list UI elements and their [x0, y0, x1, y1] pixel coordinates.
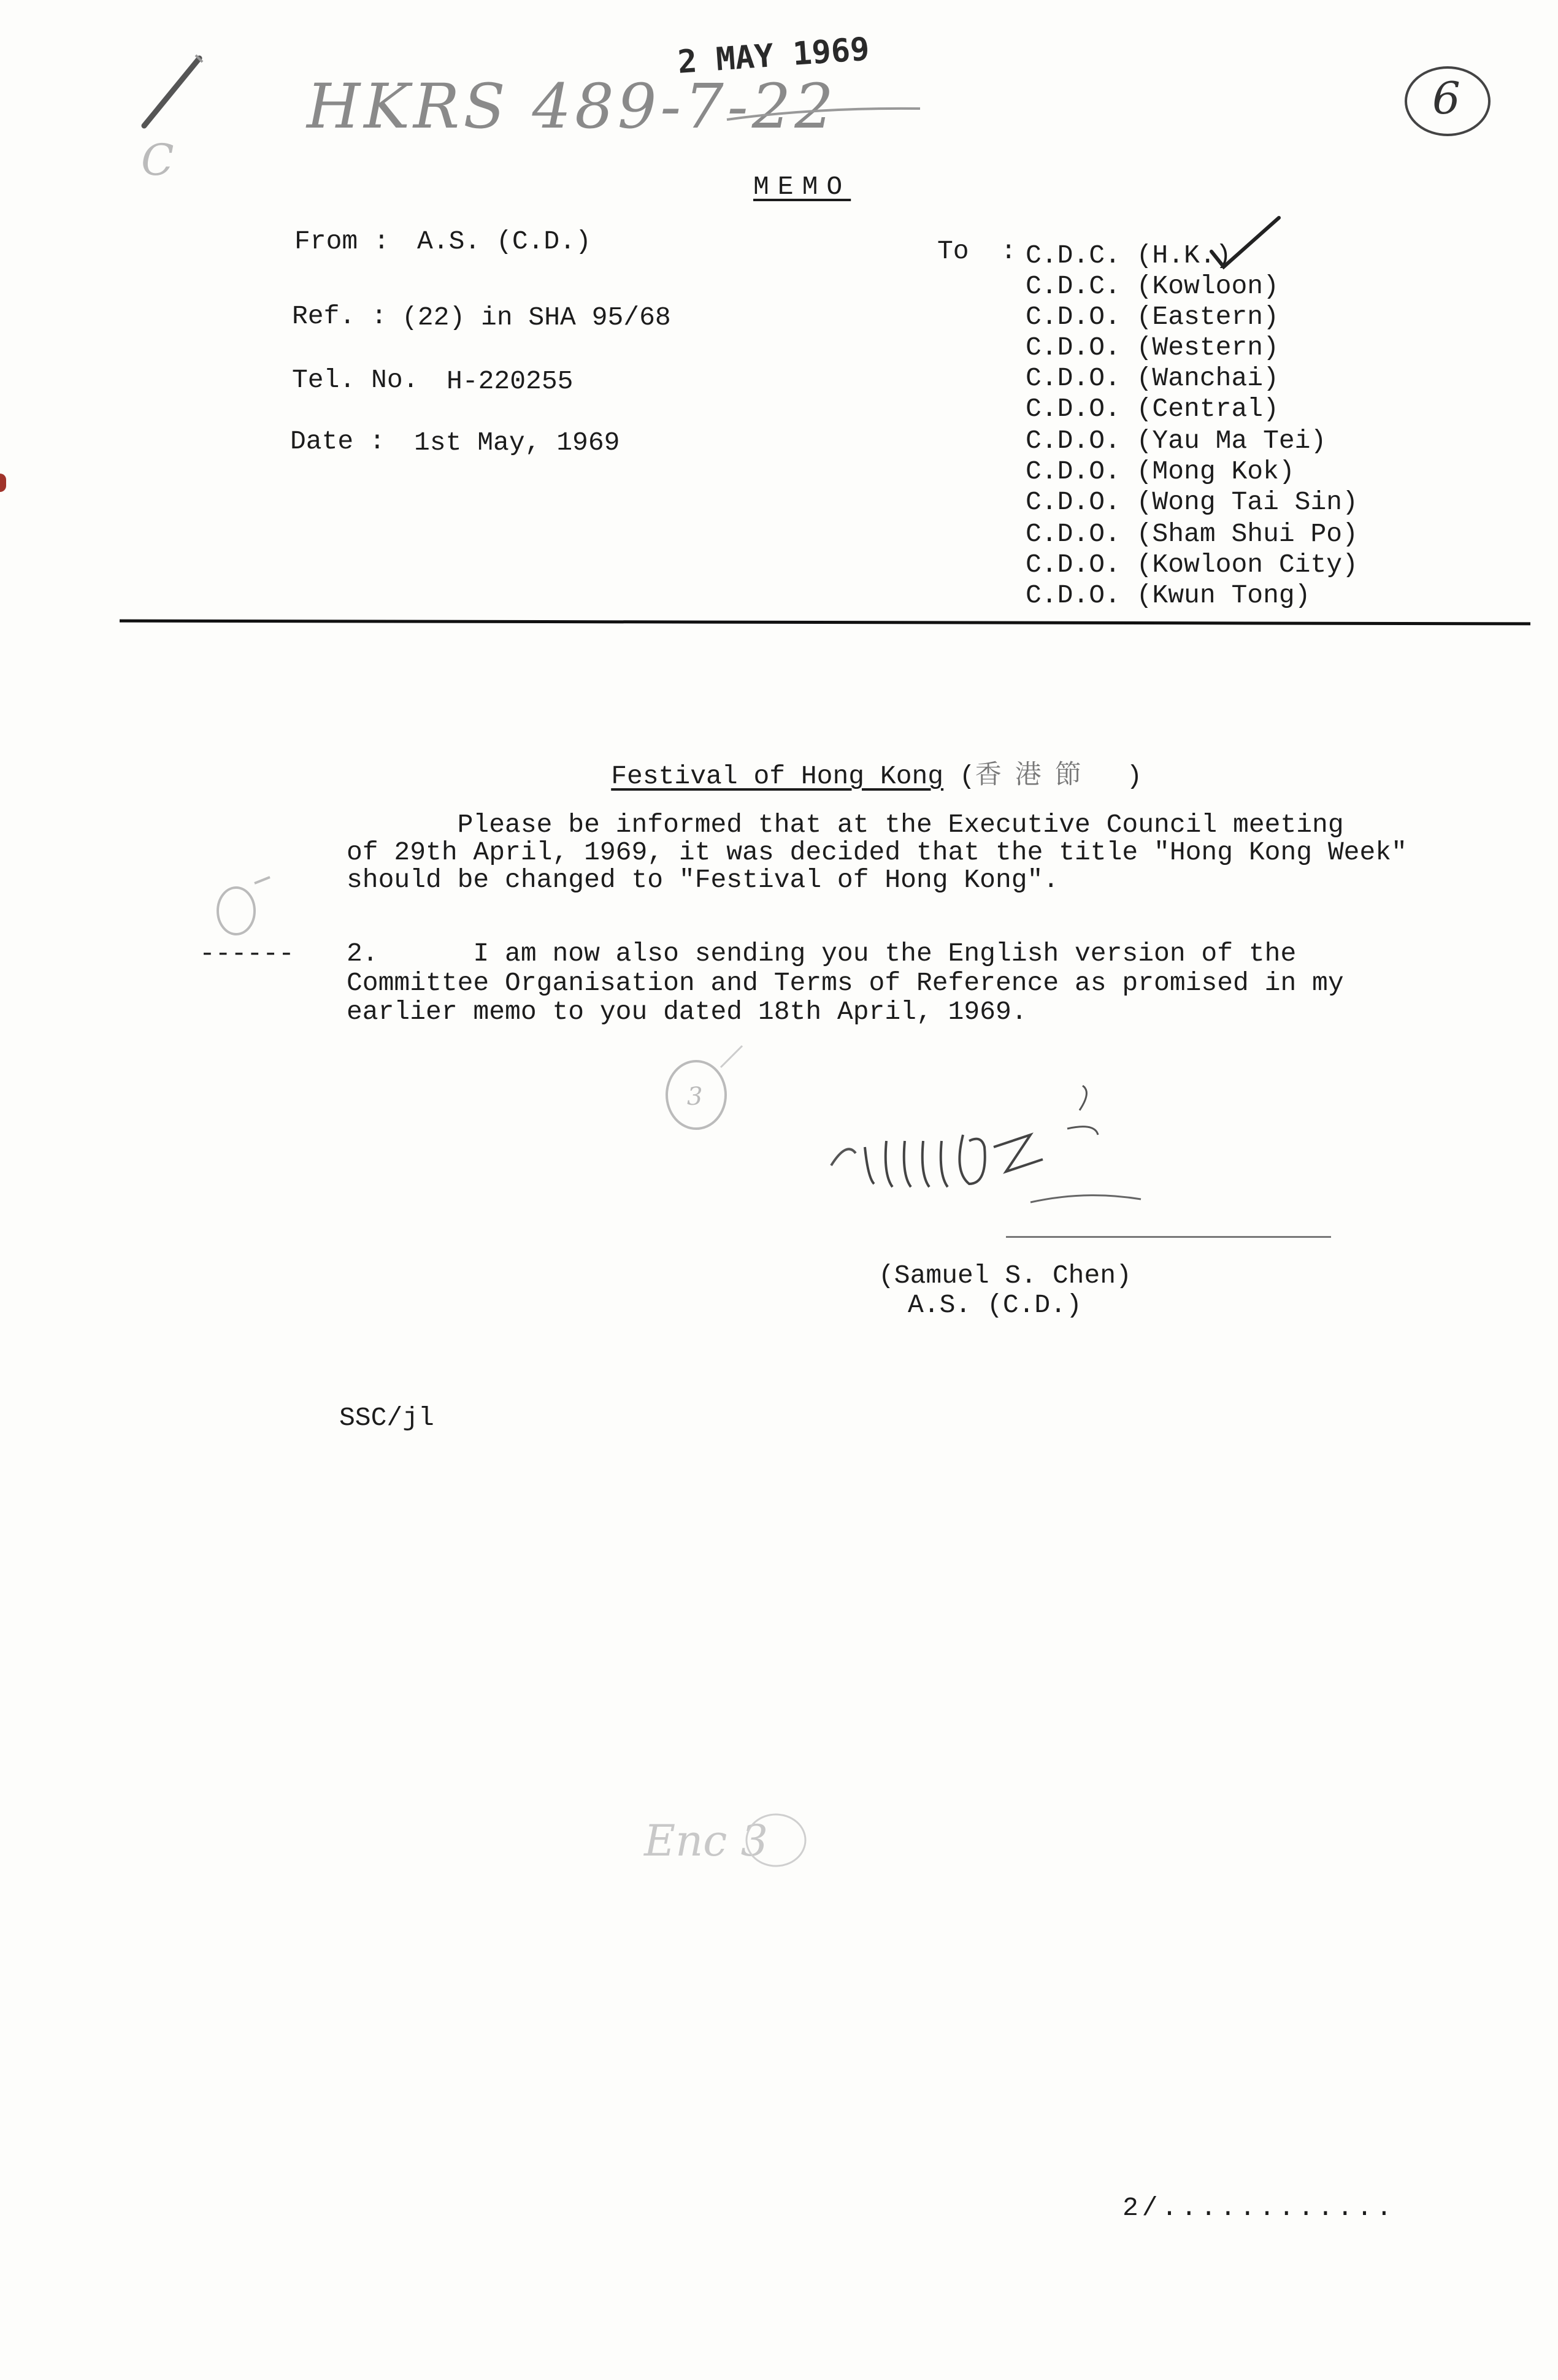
folio-mark-left: C — [141, 135, 174, 185]
signatory-name: (Samuel S. Chen) — [878, 1261, 1132, 1291]
ref-value: (22) in SHA 95/68 — [402, 302, 671, 332]
tel-label: Tel. No. — [292, 365, 419, 395]
recipient-item: C.D.O. (Mong Kok) — [1026, 456, 1295, 486]
folio-number: 6 — [1432, 72, 1460, 124]
paragraph-2-line: Committee Organisation and Terms of Reference as promised in my — [347, 968, 1344, 998]
signature-icon — [822, 1080, 1202, 1233]
recipient-item: C.D.O. (Central) — [1026, 394, 1279, 424]
recipient-item: C.D.O. (Western) — [1026, 332, 1279, 363]
recipient-item: C.D.O. (Kowloon City) — [1026, 550, 1358, 580]
file-reference-underline-icon — [724, 95, 926, 132]
date-value: 1st May, 1969 — [414, 428, 620, 458]
subject-paren-open: ( — [943, 761, 975, 791]
recipient-item: C.D.O. (Wanchai) — [1026, 363, 1279, 393]
check-mark-icon — [1205, 209, 1285, 276]
from-label: From : — [294, 226, 390, 256]
enclosure-circle-icon — [739, 1806, 813, 1874]
recipient-item: C.D.O. (Yau Ma Tei) — [1026, 426, 1327, 456]
paragraph-1-line: Please be informed that at the Executive Council meeting — [347, 810, 1344, 840]
subject-paren-close: ) — [1094, 761, 1143, 791]
date-label: Date : — [290, 426, 385, 456]
recipient-item: C.D.O. (Eastern) — [1026, 302, 1279, 332]
reference-initials: SSC/jl — [339, 1403, 434, 1433]
recipient-item: C.D.C. (Kowloon) — [1026, 271, 1279, 301]
margin-dashes: ------ — [199, 939, 294, 969]
recipient-item: C.D.C. (H.K.) — [1026, 240, 1232, 271]
subject-title: Festival of Hong Kong — [611, 761, 944, 791]
to-label: To : — [937, 236, 1017, 266]
file-reference: HKRS 489-7-22 — [307, 71, 837, 142]
recipient-item: C.D.O. (Kwun Tong) — [1026, 580, 1311, 610]
edge-stain — [0, 474, 6, 492]
circled-number: 3 — [687, 1083, 703, 1111]
enclosure-note: Enc 3 — [644, 1816, 769, 1866]
subject-chinese: 香港節 — [975, 759, 1095, 790]
signatory-title: A.S. (C.D.) — [908, 1290, 1082, 1320]
margin-pencil-mark-icon — [202, 871, 288, 945]
recipient-item: C.D.O. (Sham Shui Po) — [1026, 519, 1358, 549]
tel-value: H-220255 — [447, 366, 574, 396]
paragraph-1-line: of 29th April, 1969, it was decided that the title "Hong Kong Week" — [347, 837, 1407, 867]
paragraph-2-line: 2. I am now also sending you the English version of the — [347, 939, 1297, 969]
from-value: A.S. (C.D.) — [417, 226, 591, 256]
recipient-item: C.D.O. (Wong Tai Sin) — [1026, 487, 1358, 517]
memo-title: MEMO — [753, 172, 851, 202]
received-date-stamp: 2 MAY 1969 — [676, 31, 871, 81]
continuation-mark: 2/............ — [1122, 2193, 1396, 2223]
signature-line — [1006, 1236, 1331, 1238]
header-divider — [120, 620, 1530, 626]
paper-clip-mark-icon — [132, 46, 212, 138]
ref-label: Ref. : — [292, 301, 387, 331]
paragraph-2-line: earlier memo to you dated 18th April, 1969. — [347, 997, 1027, 1027]
subject-line — [548, 724, 1142, 821]
paragraph-1-line: should be changed to "Festival of Hong Kong". — [347, 865, 1059, 895]
